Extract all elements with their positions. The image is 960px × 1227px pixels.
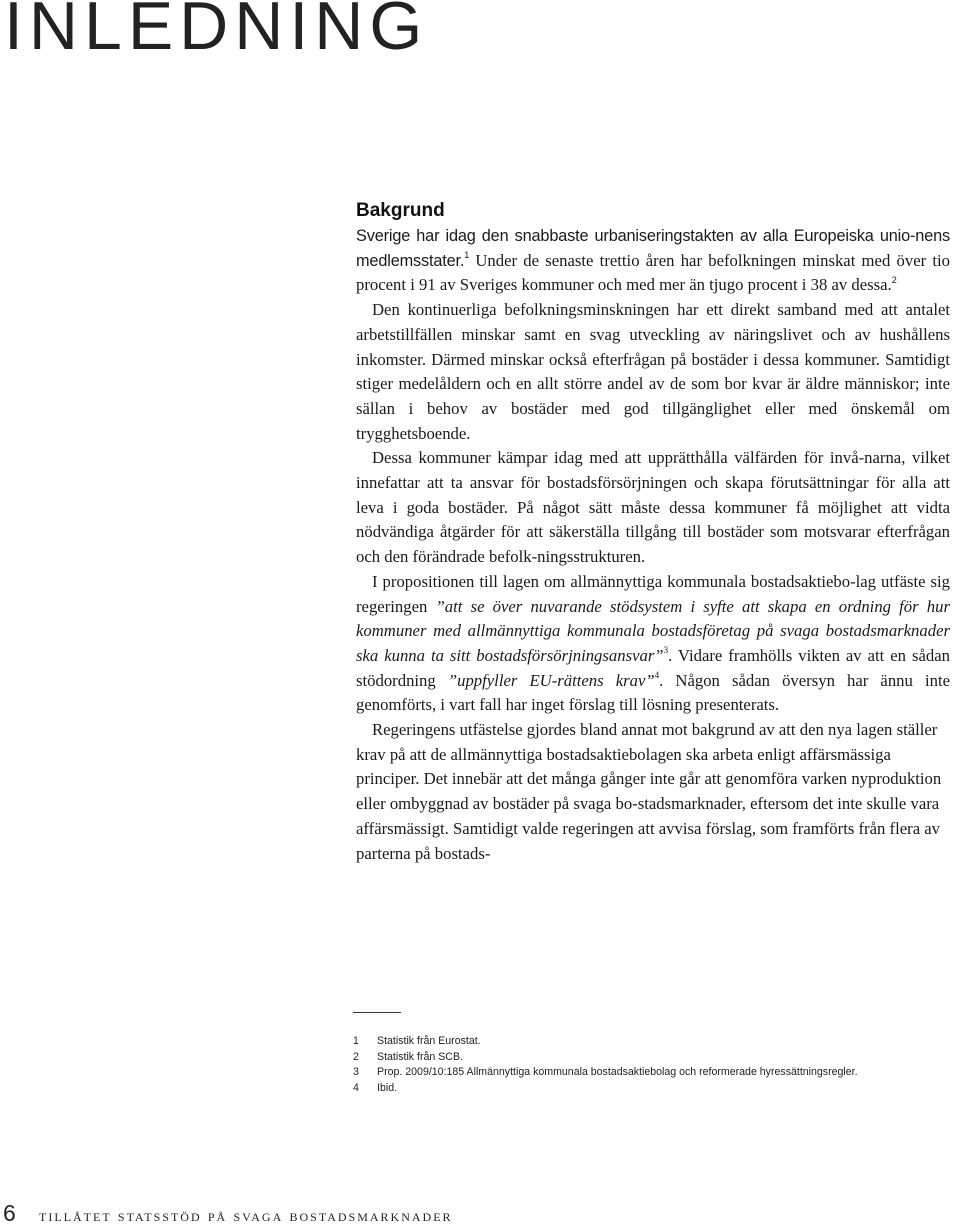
paragraph-1: [356, 224, 950, 298]
footnote-number: 3: [353, 1066, 359, 1078]
quote-1: ”att se över nuvarande stödsystem i syfte att skapa en ordning för hur kommuner med allmännyttiga kommunala bostadsföretag på svaga bostadsmarknader ska kunna ta sitt bostadsförsörjningsansvar”: [356, 596, 950, 665]
body-text: [356, 224, 950, 866]
footnote-item: [353, 1034, 953, 1050]
section-heading: Bakgrund: [356, 200, 445, 221]
paragraph-3: Dessa kommuner kämpar idag med att upprätthålla välfärden för invå-narna, vilket innefattar att ta ansvar för bostadsförsörjningen och skapa förutsättningar för alla att leva i goda bostäder. På något sätt måste dessa kommuner få möjlighet att vidta nödvändiga åtgärder för att säkerställa tillgång till bostäder som motsvarar efterfrågan och den förändrade befolk-ningsstrukturen.: [356, 448, 950, 567]
footnote-ref-3: 3: [663, 645, 669, 656]
section-bakgrund: [356, 200, 950, 866]
paragraph-4-text-b: . Vidare framhölls vikten av att en sådan stödordning: [356, 645, 950, 690]
footnote-number: 4: [353, 1081, 359, 1094]
footnote-item: [353, 1065, 953, 1081]
footnote-ref-1: 1: [464, 250, 470, 261]
footnote-text: Ibid.: [377, 1081, 398, 1094]
footnote-text: Prop. 2009/10:185 Allmännyttiga kommunala bostadsaktiebolag och reformerade hyressättningsregler.: [377, 1066, 858, 1078]
footnote-text: Statistik från SCB.: [377, 1050, 463, 1063]
quote-2: ”uppfyller EU-rättens krav”: [447, 670, 655, 690]
footnote-number: 1: [353, 1035, 359, 1047]
paragraph-4-text-c: . Någon sådan översyn har ännu inte genomförts, i vart fall har inget förslag till lösning presenterats.: [356, 670, 950, 715]
paragraph-2: Den kontinuerliga befolkningsminskningen har ett direkt samband med att antalet arbetstillfällen minskar samt en svag utveckling av näringslivet och av hushållens inkomster. Därmed minskar också efterfrågan på bostäder i dessa kommuner. Samtidigt stiger medelåldern och en allt större andel av de som bor kvar är äldre människor; inte sällan i behov av bostäder med god tillgänglighet eller med önskemål om trygghetsboende.: [356, 300, 950, 443]
page-number: 6: [3, 1200, 16, 1226]
paragraph-1-text-b: Under de senaste trettio åren har befolkningen minskat med över tio procent i 91 av Sveriges kommuner och med mer än tjugo procent i 38 av dessa.: [356, 250, 950, 295]
paragraph-1-text-a: Sverige har idag den snabbaste urbaniseringstakten av alla Europeiska unio-nens medlemsstater.: [356, 227, 950, 270]
chapter-title: INLEDNING: [4, 0, 429, 64]
footnote-item: [353, 1081, 953, 1097]
footnote-ref-4: 4: [654, 670, 660, 681]
footnote-number: 2: [353, 1050, 359, 1063]
footnotes: [353, 1034, 953, 1096]
paragraph-5: Regeringens utfästelse gjordes bland annat mot bakgrund av att den nya lagen ställer krav på att de allmännyttiga bostadsaktiebolagen ska arbeta enligt affärsmässiga principer. Det innebär att det många gånger inte går att genomföra varken nyproduktion eller ombyggnad av bostäder på svaga bo-stadsmarknader, eftersom det inte skulle vara affärsmässigt. Samtidigt valde regeringen att avvisa förslag, som framförts från flera av parterna på bostads-: [356, 720, 942, 863]
paragraph-4: [356, 570, 950, 718]
page-footer: [3, 1200, 453, 1227]
paragraph-4-text-a: I propositionen till lagen om allmännyttiga kommunala bostadsaktiebo-lag utfäste sig regeringen: [356, 571, 950, 616]
footnote-text: Statistik från Eurostat.: [377, 1035, 481, 1047]
footnote-divider: [353, 1012, 401, 1013]
footnote-item: [353, 1050, 953, 1066]
footnote-ref-2: 2: [891, 274, 897, 285]
running-title: tillåtet statsstöd på svaga bostadsmarknader: [39, 1206, 453, 1225]
